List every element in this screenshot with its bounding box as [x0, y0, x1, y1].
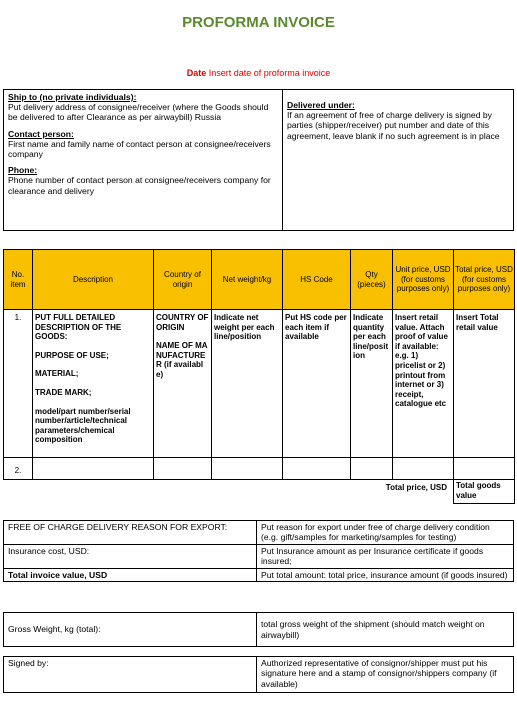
table-row — [4, 544, 514, 568]
table-row — [4, 521, 514, 545]
header-country: Country of origin — [154, 250, 212, 310]
total-price-label: Total price, USD — [4, 480, 454, 504]
row-number: 2. — [4, 458, 33, 480]
shipping-section — [3, 89, 514, 231]
header-total-price: Total price, USD (for customs purposes only) — [454, 250, 515, 310]
header-net-weight: Net weight/kg — [212, 250, 283, 310]
insurance-label: Insurance cost, USD: — [4, 544, 257, 568]
signed-by-label: Signed by: — [4, 657, 257, 693]
header-hs-code: HS Code — [283, 250, 351, 310]
table-row — [4, 310, 515, 458]
delivered-under-block — [283, 90, 513, 250]
header-qty: Qty (pieces) — [351, 250, 393, 310]
document-title: PROFORMA INVOICE — [182, 14, 335, 31]
date-placeholder[interactable]: Insert date of proforma invoice — [208, 68, 331, 78]
country-cell[interactable] — [154, 458, 212, 480]
hs-code-cell[interactable]: Put HS code per each item if available — [283, 310, 351, 458]
charges-table — [3, 520, 514, 582]
phone-text[interactable]: Phone number of contact person at consignee/receivers company for clearance and delivery — [8, 175, 271, 196]
table-row — [4, 568, 514, 581]
free-delivery-label: FREE OF CHARGE DELIVERY REASON FOR EXPORT: — [4, 521, 257, 545]
contact-text[interactable]: First name and family name of contact person at consignee/receivers company — [8, 138, 271, 160]
signed-by-value[interactable]: Authorized representative of consignor/shipper must put his signature here and a stamp of consignor/shippers company (if available) — [257, 657, 514, 693]
total-goods-value[interactable]: Total goods value — [454, 480, 515, 504]
weight-cell[interactable]: Indicate net weight per each line/position — [212, 310, 283, 458]
unit-price-cell[interactable]: Insert retail value. Attach proof of value if available: e.g. 1) pricelist or 2) printout from internet or 3) receipt, catalogue etc — [393, 310, 454, 458]
total-invoice-value[interactable]: Put total amount: total price, insurance amount (if goods insured) — [257, 568, 514, 581]
ship-to-heading: Ship to (no private individuals): — [8, 92, 137, 102]
insurance-value[interactable]: Put Insurance amount as per Insurance certificate if goods insured; — [257, 544, 514, 568]
ship-to-text[interactable]: Put delivery address of consignee/receiver (where the Goods should be delivered to after Clearance as per airwaybill) Russia — [8, 102, 269, 123]
date-label: Date — [186, 68, 207, 78]
header-no-item: No. item — [4, 250, 33, 310]
total-row — [4, 480, 515, 504]
free-delivery-value[interactable]: Put reason for export under free of charge delivery condition (e.g. gift/samples for marketing/samples for testing) — [257, 521, 514, 545]
contact-heading: Contact person: — [8, 128, 74, 139]
description-cell[interactable]: PUT FULL DETAILED DESCRIPTION OF THE GOODS: PURPOSE OF USE; MATERIAL; TRADE MARK; model/part number/serial number/article/technical parameters/chemical composition — [33, 310, 154, 458]
items-header-row — [4, 250, 515, 310]
total-price-cell[interactable] — [454, 458, 515, 480]
table-row — [4, 657, 514, 693]
qty-cell[interactable] — [351, 458, 393, 480]
gross-weight-label: Gross Weight, kg (total): — [4, 613, 257, 647]
row-number: 1. — [4, 310, 33, 458]
gross-weight-table — [3, 612, 514, 647]
total-price-cell[interactable]: Insert Total retail value — [454, 310, 515, 458]
ship-to-block — [4, 90, 283, 230]
qty-cell[interactable]: Indicate quantity per each line/position — [351, 310, 393, 458]
hs-code-cell[interactable] — [283, 458, 351, 480]
signature-table — [3, 656, 514, 693]
gross-weight-value[interactable]: total gross weight of the shipment (should match weight on airwaybill) — [257, 613, 514, 647]
description-cell[interactable] — [33, 458, 154, 480]
header-unit-price: Unit price, USD (for customs purposes only) — [393, 250, 454, 310]
table-row — [4, 458, 515, 480]
weight-cell[interactable] — [212, 458, 283, 480]
date-line — [0, 68, 517, 78]
total-invoice-label: Total invoice value, USD — [4, 568, 257, 581]
country-cell[interactable]: COUNTRY OF ORIGIN NAME OF MANUFACTURER (if available) — [154, 310, 212, 458]
items-table — [3, 249, 515, 504]
table-row — [4, 613, 514, 647]
header-description: Description — [33, 250, 154, 310]
unit-price-cell[interactable] — [393, 458, 454, 480]
delivered-heading: Delivered under: — [287, 100, 355, 110]
delivered-text[interactable]: If an agreement of free of charge delivery is signed by parties (shipper/receiver) put number and date of this agreement, leave blank if no such agreement is in place — [287, 110, 500, 141]
phone-heading: Phone: — [8, 165, 38, 176]
